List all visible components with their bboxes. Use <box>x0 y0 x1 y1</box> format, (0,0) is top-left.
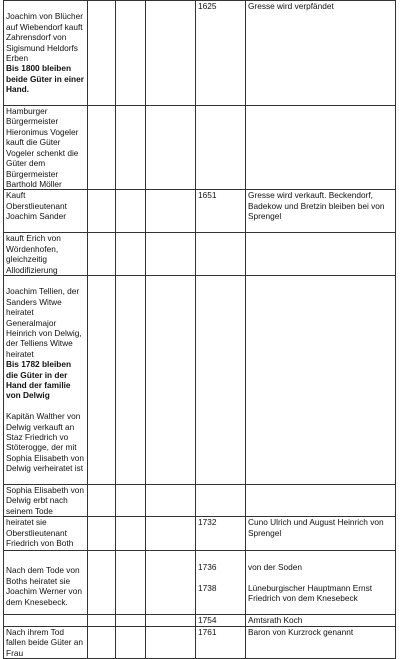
empty-cell <box>88 275 116 484</box>
event-text-continued: Kapitän Walther von Delwig verkauft an Staz Friedrich vo Stöterogge, der mit Sophia Elisabeth von Delwig verheiratet ist <box>6 411 84 474</box>
empty-cell <box>146 233 196 276</box>
year-b: 1738 <box>198 582 217 593</box>
empty-cell <box>146 517 196 551</box>
empty-cell <box>146 485 196 517</box>
event-cell: Hamburger Bürgermeister Hieronimus Vogeler kauft die Güter Vogeler schenkt die Güter dem Bürgermeister Barthold Möller <box>4 106 88 190</box>
year-cell: 1732 <box>196 517 246 551</box>
year-cell: 1761 <box>196 626 246 658</box>
year-a: 1736 <box>198 561 217 572</box>
empty-cell <box>116 275 146 484</box>
event-bold-note: Bis 1782 bleiben die Güter in der Hand der familie von Delwig <box>6 359 72 401</box>
empty-cell <box>88 614 116 626</box>
event-bold-note: Bis 1800 bleiben beide Güter in einer Hand. <box>6 63 84 95</box>
table-row <box>4 106 396 190</box>
event-cell: heiratet sie Oberstlieutenant Friedrich von Both <box>4 517 88 551</box>
empty-cell <box>116 190 146 233</box>
note-cell <box>246 233 396 276</box>
note-cell <box>246 551 396 614</box>
table-row <box>4 626 396 658</box>
table-row <box>4 551 396 614</box>
table-row <box>4 614 396 626</box>
empty-cell <box>146 614 196 626</box>
event-cell: Sophia Elisabeth von Delwig erbt nach seinem Tode <box>4 485 88 517</box>
table-row <box>4 233 396 276</box>
empty-cell <box>88 106 116 190</box>
note-cell: Baron von Kurzrock genannt <box>246 626 396 658</box>
event-cell: Kauft Oberstlieutenant Joachim Sander <box>4 190 88 233</box>
empty-cell <box>116 233 146 276</box>
note-cell: Cuno Ulrich und August Heinrich von Sprengel <box>246 517 396 551</box>
table-row <box>4 1 396 106</box>
empty-cell <box>116 626 146 658</box>
table-row <box>4 517 396 551</box>
event-cell <box>4 1 88 106</box>
empty-cell <box>146 106 196 190</box>
table-row <box>4 190 396 233</box>
event-cell <box>4 614 88 626</box>
year-cell: 1651 <box>196 190 246 233</box>
year-cell <box>196 551 246 614</box>
empty-cell <box>146 1 196 106</box>
note-cell: Gresse wird verpfändet <box>246 1 396 106</box>
empty-cell <box>88 626 116 658</box>
year-cell: 1754 <box>196 614 246 626</box>
event-cell: kauft Erich von Wördenhofen, gleichzeitig Allodifizierung <box>4 233 88 276</box>
note-cell <box>246 275 396 484</box>
note-b: Lüneburgischer Hauptmann Ernst Friedrich von dem Knesebeck <box>248 582 373 603</box>
history-table <box>3 0 396 659</box>
year-cell: 1625 <box>196 1 246 106</box>
empty-cell <box>146 626 196 658</box>
empty-cell <box>88 517 116 551</box>
year-cell <box>196 233 246 276</box>
empty-cell <box>88 485 116 517</box>
year-cell <box>196 275 246 484</box>
empty-cell <box>88 233 116 276</box>
empty-cell <box>146 275 196 484</box>
empty-cell <box>116 551 146 614</box>
note-cell <box>246 106 396 190</box>
year-cell <box>196 485 246 517</box>
note-cell: Gresse wird verkauft. Beckendorf, Badekow und Bretzin bleiben bei von Sprengel <box>246 190 396 233</box>
note-a: von der Soden <box>248 561 302 572</box>
table-row <box>4 275 396 484</box>
empty-cell <box>88 190 116 233</box>
event-cell: Nach dem Tode von Boths heiratet sie Joachim Werner von dem Knesebeck. <box>4 551 88 614</box>
note-cell: Amtsrath Koch <box>246 614 396 626</box>
event-text: Joachim von Blücher auf Wiebendorf kauft Zahrensdorf von Sigismund Heldorfs Erben <box>6 11 84 64</box>
empty-cell <box>88 1 116 106</box>
empty-cell <box>116 485 146 517</box>
table-row <box>4 485 396 517</box>
empty-cell <box>116 614 146 626</box>
note-cell <box>246 485 396 517</box>
empty-cell <box>146 190 196 233</box>
empty-cell <box>116 517 146 551</box>
event-cell: Nach ihrem Tod fallen beide Güter an Frau <box>4 626 88 658</box>
event-text: Joachim Tellien, der Sanders Witwe heiratet Generalmajor Heinrich von Delwig, der Telliens Witwe heiratet <box>6 286 82 359</box>
empty-cell <box>116 106 146 190</box>
event-cell <box>4 275 88 484</box>
empty-cell <box>88 551 116 614</box>
empty-cell <box>116 1 146 106</box>
year-cell <box>196 106 246 190</box>
empty-cell <box>146 551 196 614</box>
